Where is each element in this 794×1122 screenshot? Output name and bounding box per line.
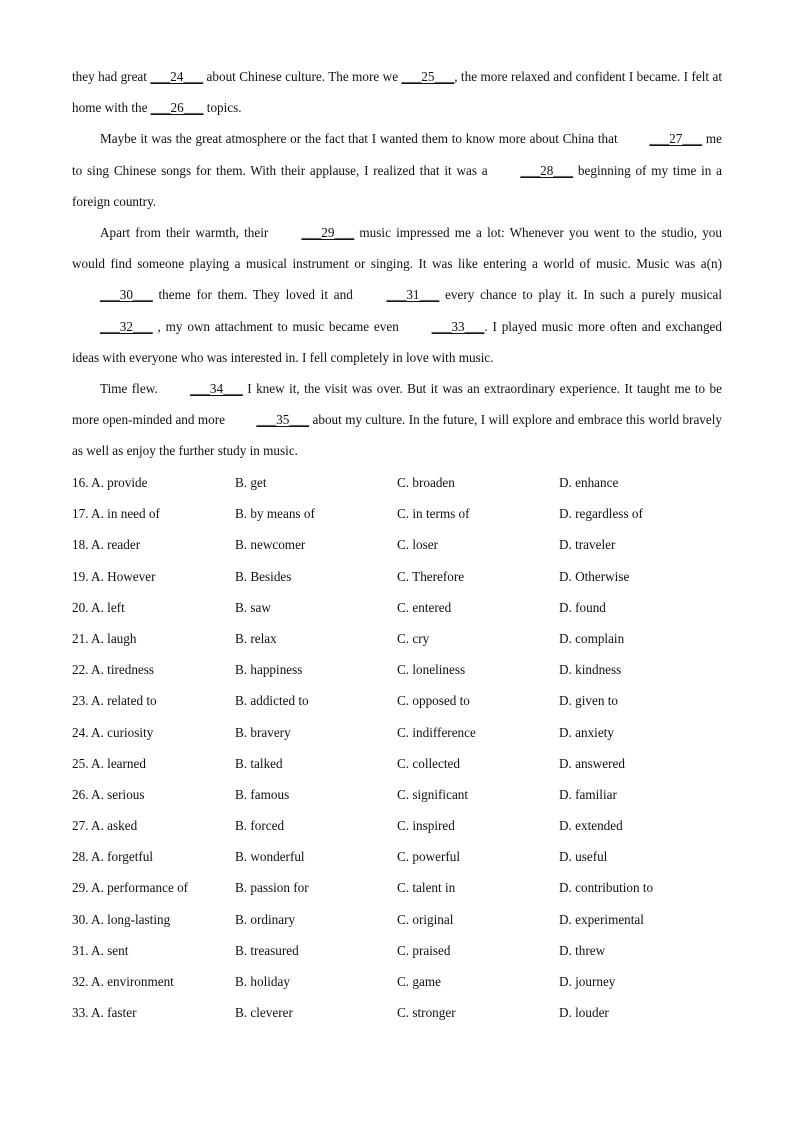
question-row xyxy=(72,561,722,592)
blank-35: ___35___ xyxy=(256,412,310,428)
passage-text: Maybe it was the great atmosphere or the fact that I wanted them to know more about China that xyxy=(100,131,622,147)
option-d: D. useful xyxy=(559,849,608,865)
option-b: B. treasured xyxy=(235,942,299,958)
blank-25: ___25___ xyxy=(401,69,455,84)
blank-26: ___26___ xyxy=(150,100,204,116)
option-d: D. kindness xyxy=(559,662,622,678)
question-row xyxy=(72,841,722,872)
passage-text: me to sing Chinese songs for them. With their applause, I realized that it was a xyxy=(72,131,722,178)
question-row xyxy=(72,748,722,779)
blank-31: ___31___ xyxy=(386,287,440,303)
option-a: 23. A. related to xyxy=(72,693,157,709)
option-b: B. saw xyxy=(235,599,271,615)
option-d: D. enhance xyxy=(559,475,619,490)
passage-text: about Chinese culture. The more we xyxy=(203,69,402,84)
option-d: D. familiar xyxy=(559,786,617,802)
option-a: 17. A. in need of xyxy=(72,506,160,522)
option-d: D. given to xyxy=(559,693,618,709)
option-d: D. regardless of xyxy=(559,506,643,522)
question-row xyxy=(72,997,722,1028)
passage-text: theme for them. They loved it and xyxy=(152,287,359,303)
option-c: C. game xyxy=(397,974,441,989)
option-c: C. powerful xyxy=(397,849,460,865)
answer-options xyxy=(72,467,722,1028)
option-d: D. journey xyxy=(559,974,616,989)
option-c: C. loneliness xyxy=(397,662,466,678)
passage-text: Time flew. xyxy=(100,381,163,397)
option-c: C. significant xyxy=(397,786,469,802)
option-b: B. get xyxy=(235,475,267,490)
option-c: C. Therefore xyxy=(397,568,465,584)
option-c: C. praised xyxy=(397,942,451,958)
option-c: C. in terms of xyxy=(397,506,470,522)
option-a: 18. A. reader xyxy=(72,537,141,553)
option-c: C. cry xyxy=(397,630,430,646)
question-row xyxy=(72,467,722,498)
option-b: B. Besides xyxy=(235,568,292,584)
option-d: D. anxiety xyxy=(559,724,614,740)
option-a: 19. A. However xyxy=(72,568,156,584)
passage-text: . I played music more often and exchanged ideas with everyone who was interested in. I fell completely in love with music. xyxy=(72,318,722,365)
cloze-passage xyxy=(72,61,722,467)
option-a: 20. A. left xyxy=(72,599,125,615)
question-row xyxy=(72,810,722,841)
option-c: C. talent in xyxy=(397,880,456,896)
option-b: B. passion for xyxy=(235,880,309,896)
option-a: 29. A. performance of xyxy=(72,880,189,896)
option-d: D. complain xyxy=(559,630,625,646)
option-b: B. ordinary xyxy=(235,911,296,927)
question-row xyxy=(72,717,722,748)
option-b: B. relax xyxy=(235,630,277,646)
option-a: 31. A. sent xyxy=(72,942,129,958)
option-d: D. found xyxy=(559,599,606,615)
question-row xyxy=(72,966,722,997)
paragraph-1 xyxy=(72,61,722,123)
option-a: 30. A. long-lasting xyxy=(72,911,171,927)
option-d: D. Otherwise xyxy=(559,568,630,584)
passage-text: about my culture. In the future, I will explore and embrace this world bravely as well as enjoy the further study in music. xyxy=(72,412,722,459)
option-b: B. cleverer xyxy=(235,1005,293,1021)
paragraph-4 xyxy=(72,373,722,467)
option-d: D. contribution to xyxy=(559,880,654,896)
option-c: C. loser xyxy=(397,537,439,553)
option-a: 27. A. asked xyxy=(72,818,138,834)
option-d: D. traveler xyxy=(559,537,616,553)
option-b: B. bravery xyxy=(235,724,291,740)
option-b: B. talked xyxy=(235,755,283,771)
blank-34: ___34___ xyxy=(190,381,243,397)
option-c: C. stronger xyxy=(397,1005,456,1021)
passage-text: they had great xyxy=(72,69,151,84)
blank-33: ___33___ xyxy=(431,318,485,334)
passage-text: music impressed me a lot: Whenever you went to the studio, you would find someone playing a musical instrument or singing. It was like entering a world of music. Music was a(n) xyxy=(72,225,722,272)
option-a: 21. A. laugh xyxy=(72,630,137,646)
option-c: C. indifference xyxy=(397,724,476,740)
paragraph-3 xyxy=(72,217,722,373)
option-c: C. broaden xyxy=(397,475,455,490)
option-b: B. happiness xyxy=(235,662,303,678)
blank-27: ___27___ xyxy=(649,131,703,147)
option-b: B. famous xyxy=(235,786,290,802)
option-d: D. threw xyxy=(559,942,606,958)
question-row xyxy=(72,779,722,810)
option-a: 22. A. tiredness xyxy=(72,662,155,678)
option-b: B. addicted to xyxy=(235,693,309,709)
option-a: 16. A. provide xyxy=(72,475,148,490)
option-b: B. newcomer xyxy=(235,537,306,553)
option-b: B. wonderful xyxy=(235,849,305,865)
question-row xyxy=(72,592,722,623)
option-a: 32. A. environment xyxy=(72,974,174,989)
blank-30: ___30___ xyxy=(100,287,153,303)
passage-text: , the more relaxed and confident I became. I felt at home with the xyxy=(72,69,722,116)
option-c: C. inspired xyxy=(397,818,455,834)
option-a: 24. A. curiosity xyxy=(72,724,154,740)
option-d: D. answered xyxy=(559,755,625,771)
passage-text: I knew it, the visit was over. But it was an extraordinary experience. It taught me to be more open-minded and more xyxy=(72,381,722,428)
option-c: C. opposed to xyxy=(397,693,470,709)
question-row xyxy=(72,498,722,529)
question-row xyxy=(72,904,722,935)
passage-text: , my own attachment to music became even xyxy=(152,318,404,334)
question-row xyxy=(72,685,722,716)
question-row xyxy=(72,529,722,560)
option-a: 33. A. faster xyxy=(72,1005,137,1021)
blank-29: ___29___ xyxy=(301,225,355,241)
blank-24: ___24___ xyxy=(150,69,204,84)
option-b: B. holiday xyxy=(235,974,290,989)
passage-text: every chance to play it. In such a purely musical xyxy=(439,287,722,303)
option-d: D. extended xyxy=(559,818,623,834)
option-a: 26. A. serious xyxy=(72,786,145,802)
option-a: 25. A. learned xyxy=(72,755,146,771)
option-a: 28. A. forgetful xyxy=(72,849,154,865)
passage-text: beginning of my time in a foreign country. xyxy=(72,162,722,209)
question-row xyxy=(72,872,722,903)
question-row xyxy=(72,623,722,654)
option-c: C. original xyxy=(397,911,454,927)
option-b: B. by means of xyxy=(235,506,315,522)
option-b: B. forced xyxy=(235,818,285,834)
paragraph-2 xyxy=(72,123,722,217)
blank-32: ___32___ xyxy=(100,318,153,334)
passage-text: Apart from their warmth, their xyxy=(100,225,274,241)
option-d: D. louder xyxy=(559,1005,609,1021)
blank-28: ___28___ xyxy=(520,162,574,178)
question-row xyxy=(72,654,722,685)
option-c: C. entered xyxy=(397,599,452,615)
question-row xyxy=(72,935,722,966)
passage-text: topics. xyxy=(203,100,242,116)
option-d: D. experimental xyxy=(559,911,644,927)
option-c: C. collected xyxy=(397,755,460,771)
